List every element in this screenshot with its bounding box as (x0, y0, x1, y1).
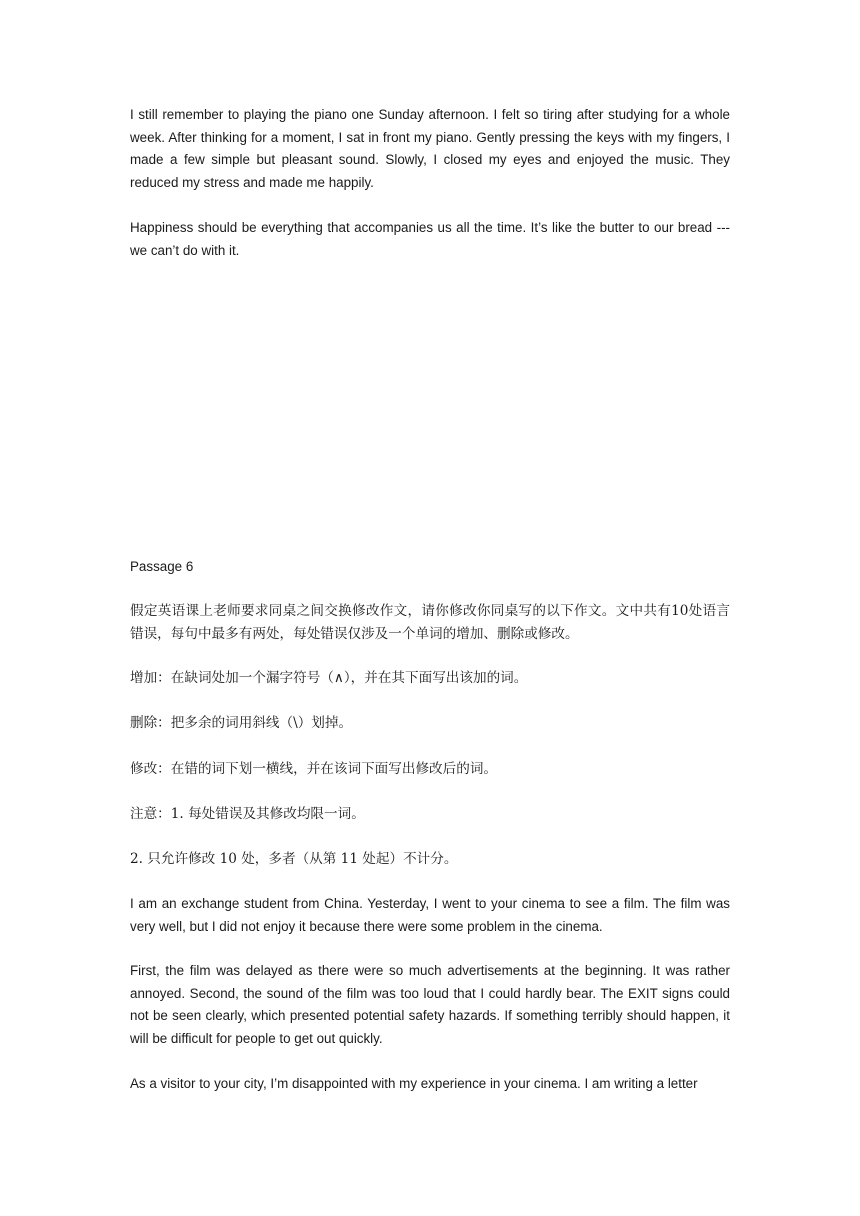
passage6-instructions: 假定英语课上老师要求同桌之间交换修改作文，请你修改你同桌写的以下作文。文中共有10处语言错误，每句中最多有两处，每处错误仅涉及一个单词的增加、删除或修改。 (130, 603, 730, 642)
add-rule: 增加：在缺词处加一个漏字符号（∧），并在其下面写出该加的词。 (130, 670, 528, 686)
delete-rule: 删除：把多余的词用斜线（\）划掉。 (130, 715, 353, 731)
passage6-paragraph-2: First, the film was delayed as there were so much advertisements at the beginning. It was rather annoyed. Second, the sound of the film was too loud that I could hardly bear. The EXIT signs could not be seen clearly, which presented potential safety hazards. If something terribly should happen, it will be difficult for people to get out quickly. (130, 963, 730, 1046)
note-1: 注意：1. 每处错误及其修改均限一词。 (130, 806, 365, 822)
note-2: 2. 只允许修改 10 处，多者（从第 11 处起）不计分。 (130, 851, 458, 867)
passage6-paragraph-1: I am an exchange student from China. Yesterday, I went to your cinema to see a film. The film was very well, but I did not enjoy it because there were some problem in the cinema. (130, 896, 730, 934)
passage6-paragraph-3: As a visitor to your city, I’m disappointed with my experience in your cinema. I am writing a letter (130, 1076, 698, 1091)
modify-rule: 修改：在错的词下划一横线，并在该词下面写出修改后的词。 (130, 761, 498, 777)
passage5-paragraph-2: Happiness should be everything that accompanies us all the time. It’s like the butter to our bread --- we can’t do with it. (130, 220, 730, 258)
passage5-paragraph-1: I still remember to playing the piano one Sunday afternoon. I felt so tiring after studying for a whole week. After thinking for a moment, I sat in front my piano. Gently pressing the keys with my fingers, I made a few simple but pleasant sound. Slowly, I closed my eyes and enjoyed the music. They reduced my stress and made me happily. (130, 107, 730, 190)
passage6-title: Passage 6 (130, 559, 194, 574)
